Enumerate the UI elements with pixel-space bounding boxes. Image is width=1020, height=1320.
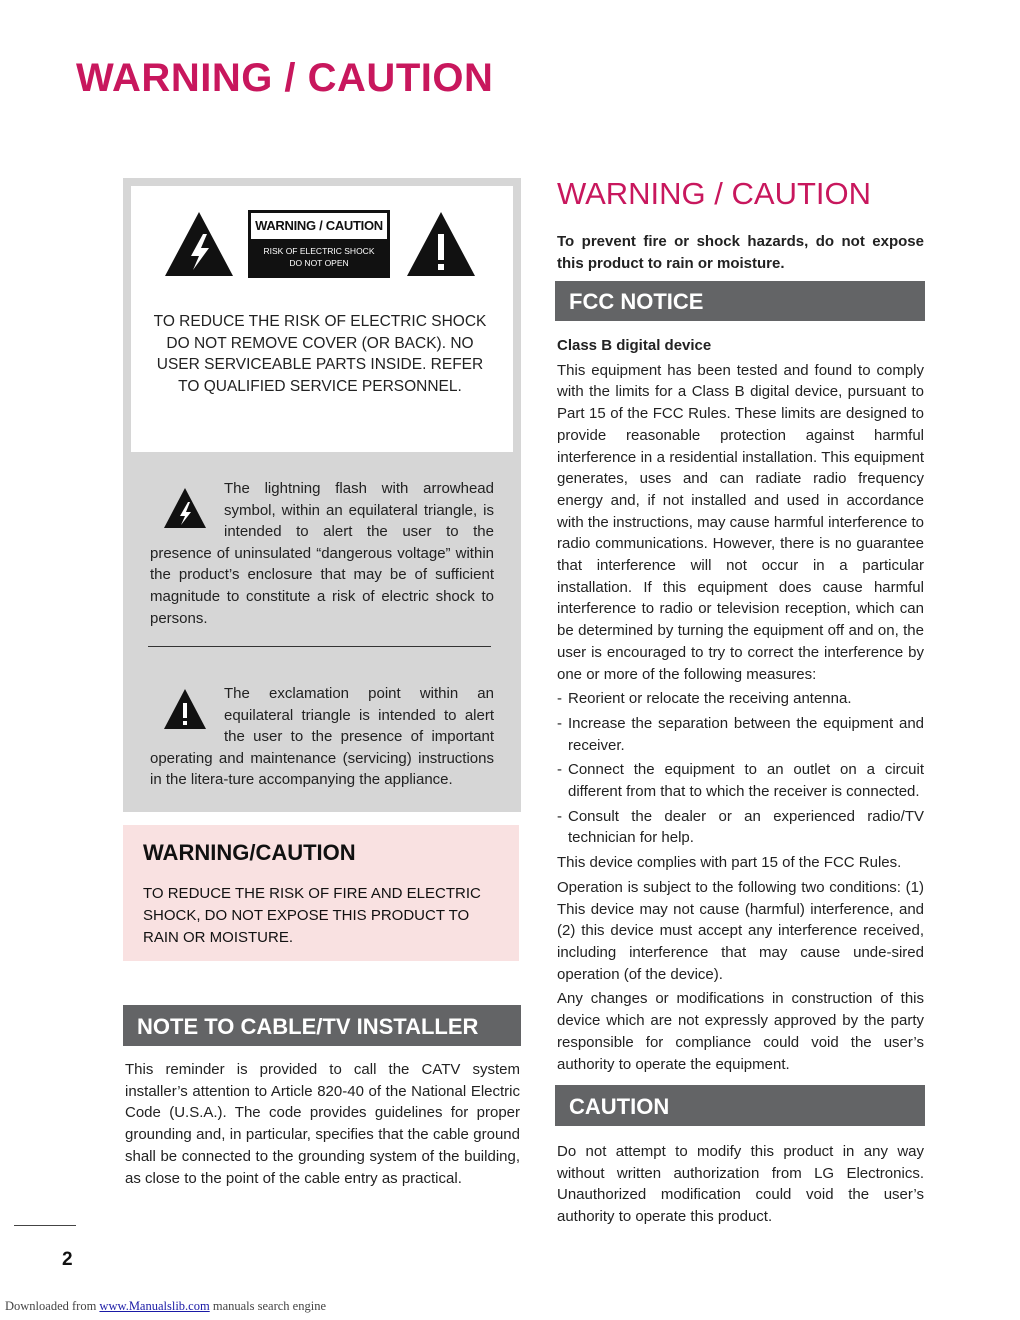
list-item: - Increase the separation between the equipment and receiver.	[557, 713, 924, 756]
warning-caution-text: TO REDUCE THE RISK OF FIRE AND ELECTRIC SHOCK, DO NOT EXPOSE THIS PRODUCT TO RAIN OR MOISTURE.	[143, 885, 481, 946]
caution-heading: CAUTION	[555, 1085, 925, 1126]
cable-installer-text: This reminder is provided to call the CATV system installer’s attention to Article 820-40 of the National Electric Code (U.S.A.). The code provides guidelines for proper grounding and, in particular, specifies that the cable ground shall be connected to the grounding system of the building, as close to the point of the cable entry as practical.	[125, 1061, 520, 1187]
download-prefix: Downloaded from	[5, 1299, 97, 1313]
right-column-intro: To prevent fire or shock hazards, do not expose this product to rain or moisture.	[557, 233, 924, 272]
fcc-paragraph: This equipment has been tested and found to comply with the limits for a Class B digital device, pursuant to Part 15 of the FCC Rules. These limits are designed to provide reasonable protection against harmful interference in a residential installation. This equipment generates, uses and can radiate radio frequency energy and, if not installed and used in accordance with the instructions, may cause harmful interference to radio communications. However, there is no guarantee that interference will not occur in a particular installation. If this equipment does cause harmful interference to radio or television reception, which can be determined by turning the equipment off and on, the user is encouraged to try to correct the interference by one or more of the following measures:	[557, 361, 924, 683]
exclamation-triangle-icon	[405, 210, 477, 278]
download-note	[5, 1299, 326, 1314]
divider	[148, 646, 491, 647]
fcc-notice-body	[557, 335, 924, 1078]
warning-label-line1: RISK OF ELECTRIC SHOCK	[263, 246, 375, 256]
warning-caution-title: WARNING/CAUTION	[143, 840, 356, 865]
page-title: WARNING / CAUTION	[76, 56, 494, 100]
warning-symbols-row	[163, 210, 477, 280]
footer-rule	[14, 1225, 76, 1226]
lightning-flash-icon	[156, 482, 214, 532]
cable-installer-heading: NOTE TO CABLE/TV INSTALLER	[123, 1005, 521, 1046]
list-item: - Connect the equipment to an outlet on a circuit different from that to which the receiver is connected.	[557, 759, 924, 802]
fcc-conditions: Operation is subject to the following two conditions: (1) This device may not cause (harmful) interference, and (2) this device must accept any interference received, including interference that may cause unde-sired operation (of the device).	[557, 878, 924, 983]
page-number: 2	[62, 1249, 73, 1270]
exclamation-explanation-text: The exclamation point within an equilateral triangle is intended to alert the user to the presence of important operating and maintenance (servicing) instructions in the litera-ture accompanying the appliance.	[150, 685, 494, 789]
right-column-title: WARNING / CAUTION	[557, 176, 872, 211]
fcc-notice-heading: FCC NOTICE	[555, 281, 925, 321]
exclamation-explanation	[150, 683, 494, 791]
list-item: - Reorient or relocate the receiving antenna.	[557, 688, 924, 710]
lightning-explanation	[150, 478, 494, 629]
list-item: - Consult the dealer or an experienced radio/TV technician for help.	[557, 806, 924, 849]
warning-label-line2: DO NOT OPEN	[289, 258, 349, 268]
fcc-subtitle: Class B digital device	[557, 337, 712, 354]
exclamation-point-icon	[156, 687, 214, 737]
lightning-explanation-text: The lightning flash with arrowhead symbol, within an equilateral triangle, is intended to alert the user to the presence of uninsulated “dangerous voltage” within the product’s enclosure that may be of sufficient magnitude to constitute a risk of electric shock to persons.	[150, 480, 494, 627]
caution-text: Do not attempt to modify this product in any way without written authorization from LG Electronics. Unauthorized modification could void the user’s authority to operate this product.	[557, 1143, 924, 1226]
manualslib-link[interactable]: www.Manualslib.com	[99, 1299, 210, 1313]
shock-warning-text: TO REDUCE THE RISK OF ELECTRIC SHOCK DO NOT REMOVE COVER (OR BACK). NO USER SERVICEABLE PARTS INSIDE. REFER TO QUALIFIED SERVICE PERSONNEL.	[153, 313, 487, 395]
warning-label-header: WARNING / CAUTION	[251, 213, 387, 239]
fcc-measures-list	[557, 688, 924, 849]
lightning-triangle-icon	[163, 210, 235, 278]
fcc-changes: Any changes or modifications in construction of this device which are not expressly approved by the party responsible for compliance could void the user’s authority to operate the equipment.	[557, 990, 924, 1073]
download-suffix: manuals search engine	[212, 1299, 326, 1313]
fcc-complies: This device complies with part 15 of the FCC Rules.	[557, 854, 902, 872]
warning-label-box	[248, 210, 390, 278]
